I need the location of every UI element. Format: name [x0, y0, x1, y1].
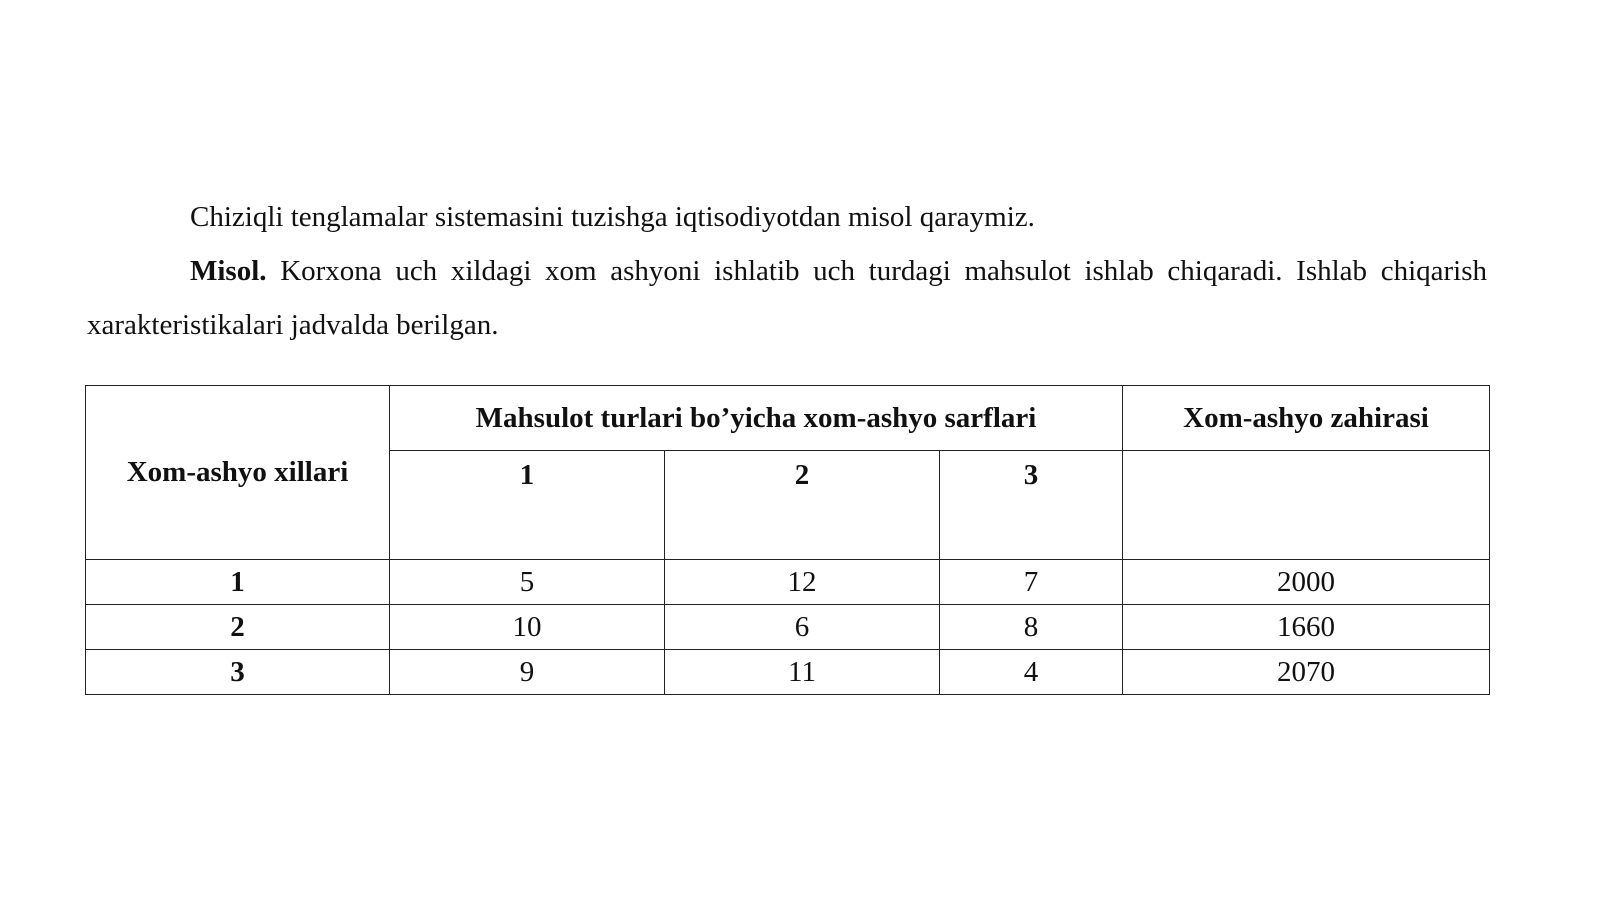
cell-product-1: 9	[390, 650, 665, 695]
intro-paragraph: Chiziqli tenglamalar sistemasini tuzishga iqtisodiyotdan misol qaraymiz.	[190, 201, 1035, 233]
cell-product-3: 8	[940, 605, 1123, 650]
table-row	[86, 605, 1490, 650]
cell-product-2: 6	[665, 605, 940, 650]
header-stock: Xom-ashyo zahirasi	[1123, 386, 1490, 451]
table-row	[86, 560, 1490, 605]
cell-product-1: 10	[390, 605, 665, 650]
row-material-type: 3	[86, 650, 390, 695]
example-label: Misol.	[190, 255, 267, 287]
cell-stock: 2000	[1123, 560, 1490, 605]
row-material-type: 2	[86, 605, 390, 650]
header-consumption-group: Mahsulot turlari bo’yicha xom-ashyo sarflari	[390, 386, 1123, 451]
header-product-2: 2	[665, 451, 940, 560]
cell-stock: 1660	[1123, 605, 1490, 650]
raw-material-table	[85, 385, 1490, 695]
example-text: Korxona uch xildagi xom ashyoni ishlatib uch turdagi mahsulot ishlab chiqaradi. Ishlab chiqarish xarakteristikalari jadvalda berilgan.	[87, 255, 1487, 341]
header-product-1: 1	[390, 451, 665, 560]
table-row	[86, 650, 1490, 695]
cell-product-1: 5	[390, 560, 665, 605]
cell-stock: 2070	[1123, 650, 1490, 695]
header-material-types: Xom-ashyo xillari	[86, 386, 390, 560]
row-material-type: 1	[86, 560, 390, 605]
header-product-3: 3	[940, 451, 1123, 560]
cell-product-3: 4	[940, 650, 1123, 695]
header-stock-sub	[1123, 451, 1490, 560]
cell-product-3: 7	[940, 560, 1123, 605]
example-paragraph	[87, 244, 1487, 352]
cell-product-2: 11	[665, 650, 940, 695]
cell-product-2: 12	[665, 560, 940, 605]
